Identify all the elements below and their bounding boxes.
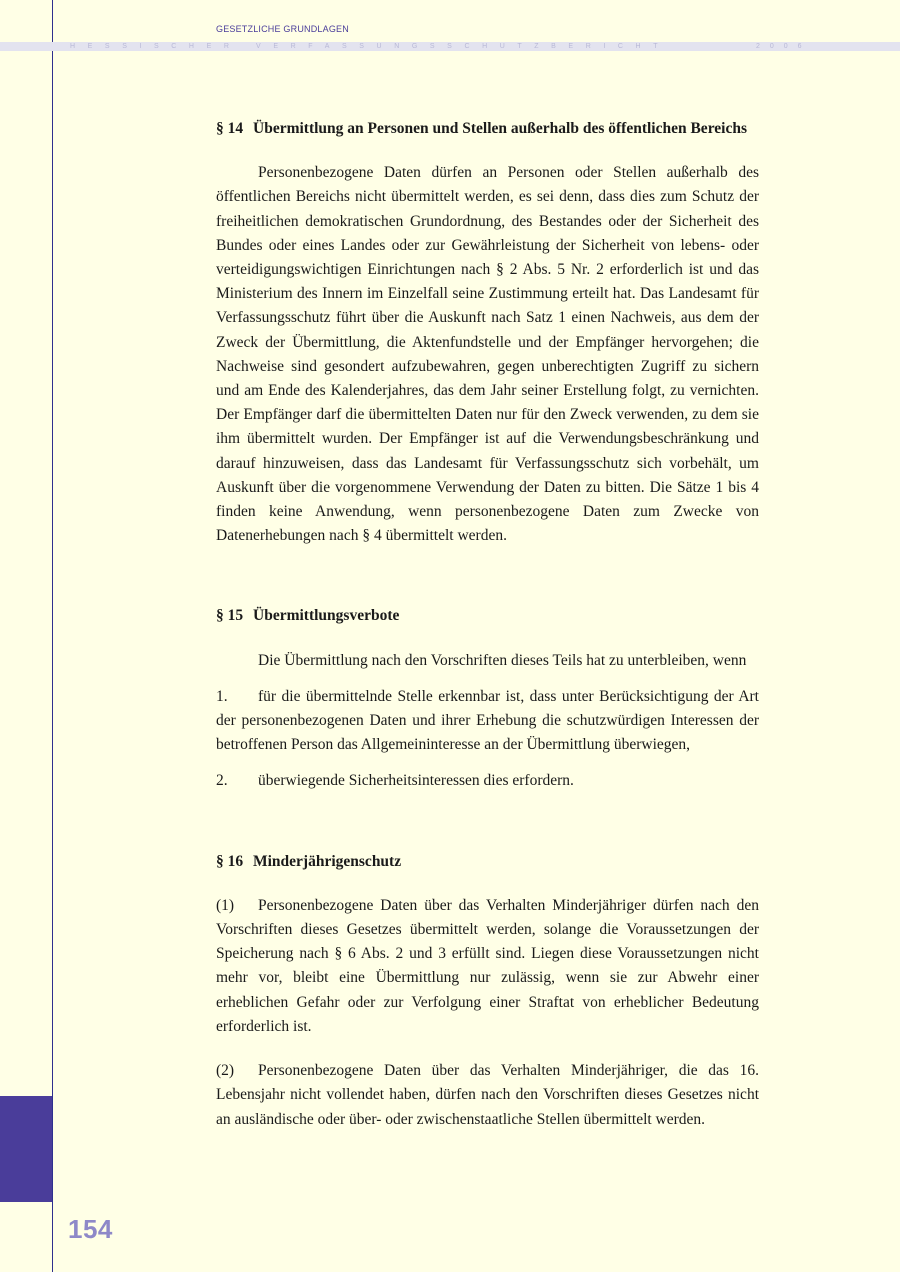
section-title: Übermittlung an Personen und Stellen außerhalb des öffentlichen Bereichs — [253, 120, 748, 137]
subsection-paragraph — [216, 894, 759, 1039]
list-item-label: 2. — [216, 772, 228, 790]
list-item-label: 1. — [216, 687, 228, 705]
list-item — [216, 685, 759, 758]
section-16-heading — [216, 850, 759, 874]
section-14-heading — [216, 117, 759, 141]
section-15-heading — [216, 604, 759, 628]
running-year: 2006 — [756, 43, 812, 50]
subsection-label: (1) — [216, 896, 235, 914]
subsection-label: (2) — [216, 1062, 235, 1080]
running-title: HESSISCHER VERFASSUNGSSCHUTZBERICHT — [70, 43, 671, 50]
list-item-text: für die übermittelnde Stelle erkennbar ist, dass unter Berücksichtigung der Art der personenbezogenen Daten und ihrer Erhebung die schutzwürdigen Interessen der betroffenen Person das Allgemeininteresse an der Übermittlung überwiegen, — [216, 687, 759, 754]
left-margin-rule — [52, 0, 53, 1272]
subsection-paragraph — [216, 1059, 759, 1132]
subsection-text: Personenbezogene Daten über das Verhalten Minderjähriger, die das 16. Lebensjahr nicht vollendet haben, dürfen nach den Vorschriften dieses Gesetzes nicht an ausländische oder über- oder zwischenstaatliche Stellen übermittelt werden. — [216, 1062, 759, 1128]
section-title: Übermittlungsverbote — [253, 607, 400, 625]
subsection-text: Personenbezogene Daten über das Verhalten Minderjähriger dürfen nach den Vorschriften dieses Gesetzes übermittelt werden, solange die Voraussetzungen der Speicherung nach § 6 Abs. 2 und 3 erfüllt sind. Liegen diese Voraussetzungen nicht mehr vor, bleibt eine Übermittlung nur zulässig, wenn sie zur Abwehr einer erheblichen Gefahr oder zur Verfolgung einer Straftat von erheblicher Bedeutung erforderlich ist. — [216, 896, 759, 1035]
section-15-intro: Die Übermittlung nach den Vorschriften dieses Teils hat zu unterbleiben, wenn — [258, 651, 747, 669]
page-content — [216, 117, 759, 1132]
section-number: § 16 — [216, 852, 244, 870]
section-header: GESETZLICHE GRUNDLAGEN — [216, 24, 349, 34]
list-item-text: überwiegende Sicherheitsinteressen dies erfordern. — [258, 772, 574, 790]
section-number: § 15 — [216, 607, 244, 625]
page-number: 154 — [68, 1214, 113, 1244]
section-title: Minderjährigenschutz — [253, 852, 402, 870]
chapter-tab-marker — [0, 1096, 52, 1202]
list-item — [216, 769, 759, 793]
section-14-paragraph: Personenbezogene Daten dürfen an Personen oder Stellen außerhalb des öffentlichen Bereichs nicht übermittelt werden, es sei denn, dass dies zum Schutz der freiheitlichen demokratischen Grundordnung, des Bestandes oder der Sicherheit des Bundes oder eines Landes oder zur Gewährleistung der Sicherheit von lebens- oder verteidigungswichtigen Einrichtungen nach § 2 Abs. 5 Nr. 2 erforderlich ist und das Ministerium des Innern im Einzelfall seine Zustimmung erteilt hat. Das Landesamt für Verfassungsschutz führt über die Auskunft nach Satz 1 einen Nachweis, aus dem der Zweck der Übermittlung, die Aktenfundstelle und der Empfänger hervorgehen; die Nachweise sind gesondert aufzubewahren, gegen unberechtigten Zugriff zu sichern und am Ende des Kalenderjahres, das dem Jahr seiner Erstellung folgt, zu vernichten. Der Empfänger darf die übermittelten Daten nur für den Zweck verwenden, zu dem sie ihm übermittelt wurden. Der Empfänger ist auf die Verwendungsbeschränkung und darauf hinzuweisen, dass das Landesamt für Verfassungsschutz sich vorbehält, um Auskunft über die vorgenommene Verwendung der Daten zu bitten. Die Sätze 1 bis 4 finden keine Anwendung, wenn personenbezogene Daten zum Zwecke von Datenerhebungen nach § 4 übermittelt werden. — [216, 164, 759, 545]
section-number: § 14 — [216, 120, 244, 137]
